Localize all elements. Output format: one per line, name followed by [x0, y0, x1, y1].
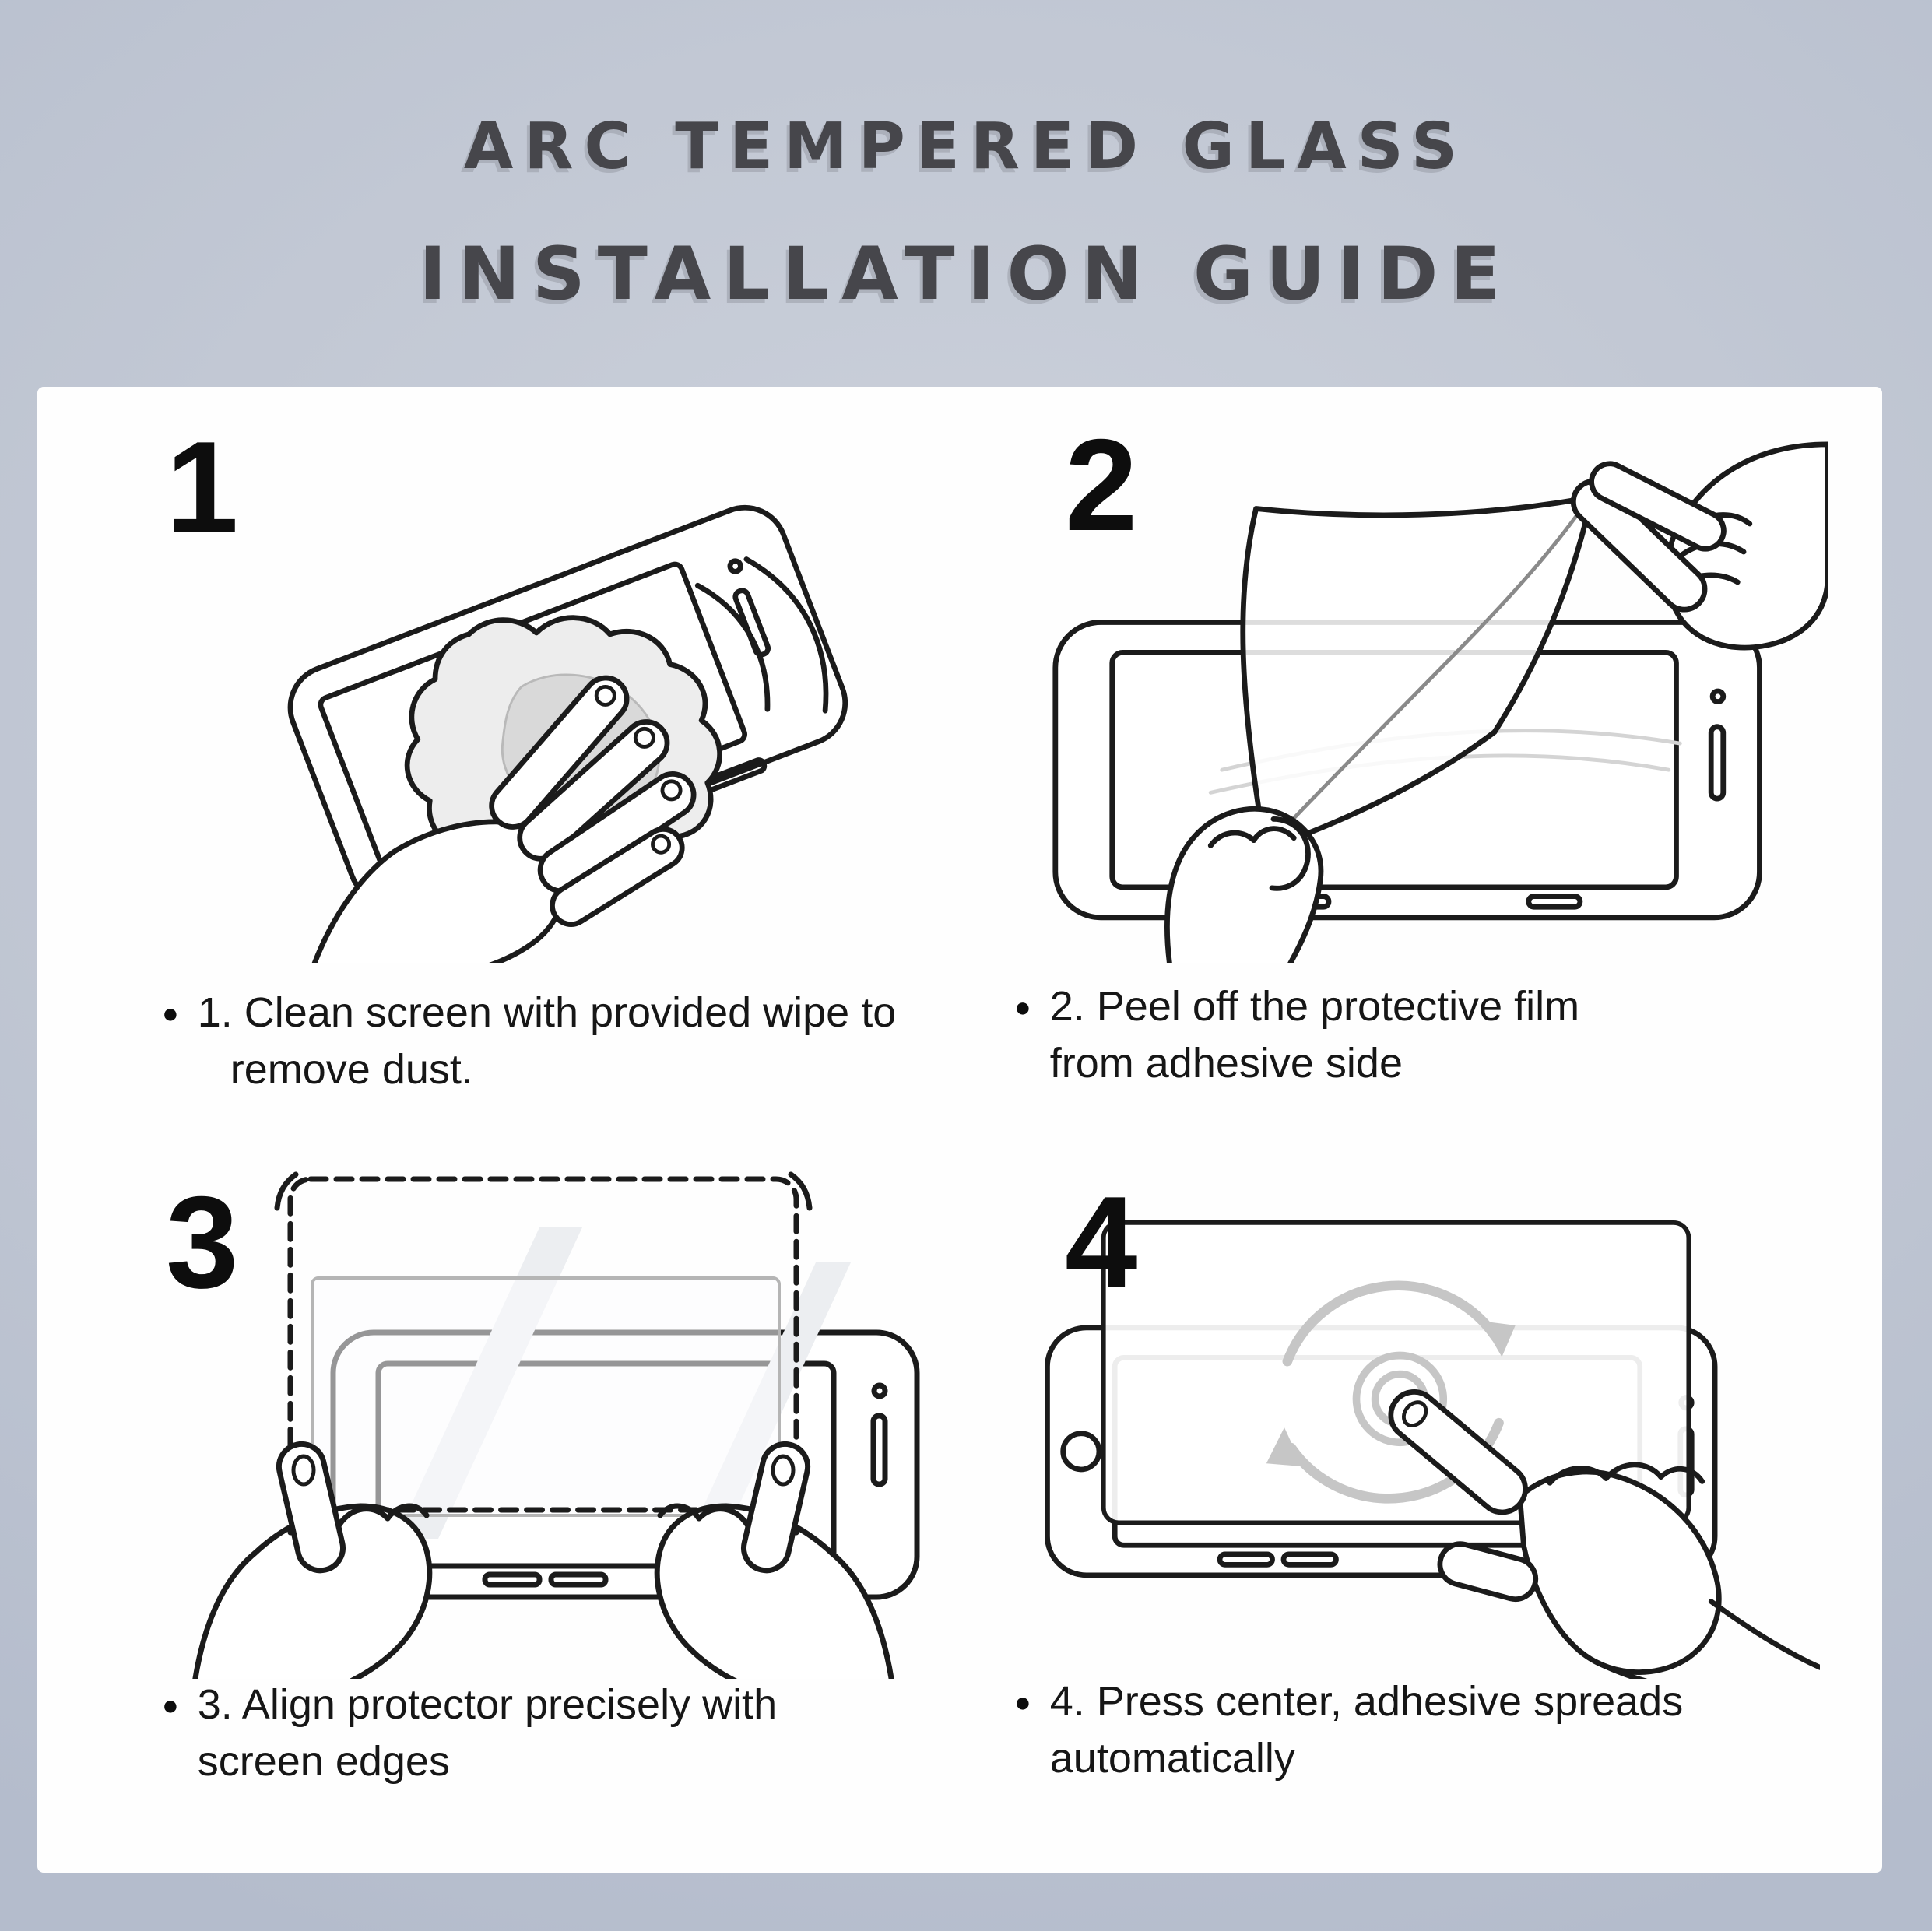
- step-3: [37, 1130, 960, 1873]
- fingernail: [662, 781, 680, 799]
- thumbnail: [293, 1456, 314, 1484]
- step-2: [960, 387, 1881, 1130]
- caption-line-1: 3. Align protector precisely with: [197, 1681, 778, 1728]
- thumbnail: [773, 1456, 793, 1484]
- glass-sheet: [312, 1278, 779, 1515]
- bullet-icon: ●: [162, 997, 179, 1029]
- step-number: 3: [166, 1169, 239, 1315]
- caption-line-1: 2. Peel off the protective film: [1049, 983, 1580, 1030]
- step-4: [960, 1130, 1881, 1873]
- caption-line-1: 4. Press center, adhesive spreads: [1049, 1678, 1684, 1725]
- forearm-line: [1711, 1602, 1820, 1668]
- caption-line-2: screen edges: [197, 1738, 450, 1785]
- page-subtitle: INSTALLATION GUIDE: [419, 232, 1513, 317]
- fingernail: [596, 686, 614, 704]
- bullet-icon: ●: [1014, 1686, 1031, 1718]
- right-hand: [1565, 444, 1828, 648]
- fingernail: [635, 729, 653, 746]
- clean-screen-illustration: [146, 426, 971, 963]
- caption-line-2: from adhesive side: [1049, 1040, 1403, 1087]
- caption-line-2: remove dust.: [230, 1046, 473, 1094]
- step-caption: [162, 1676, 777, 1791]
- fingernail: [652, 836, 669, 852]
- bullet-icon: ●: [1014, 991, 1031, 1023]
- page-title: ARC TEMPERED GLASS: [463, 110, 1469, 184]
- step-caption: [1014, 1673, 1683, 1788]
- caption-line-1: 1. Clean screen with provided wipe to: [197, 989, 897, 1036]
- step-number: 4: [1065, 1169, 1138, 1315]
- caption-line-2: automatically: [1049, 1735, 1295, 1782]
- step-caption: [162, 985, 896, 1099]
- step-caption: [1014, 978, 1579, 1093]
- step-number: 2: [1065, 412, 1138, 558]
- bullet-icon: ●: [162, 1689, 179, 1721]
- step-number: 1: [166, 414, 239, 560]
- step-1: [37, 387, 960, 1130]
- instruction-panel: [37, 387, 1882, 1873]
